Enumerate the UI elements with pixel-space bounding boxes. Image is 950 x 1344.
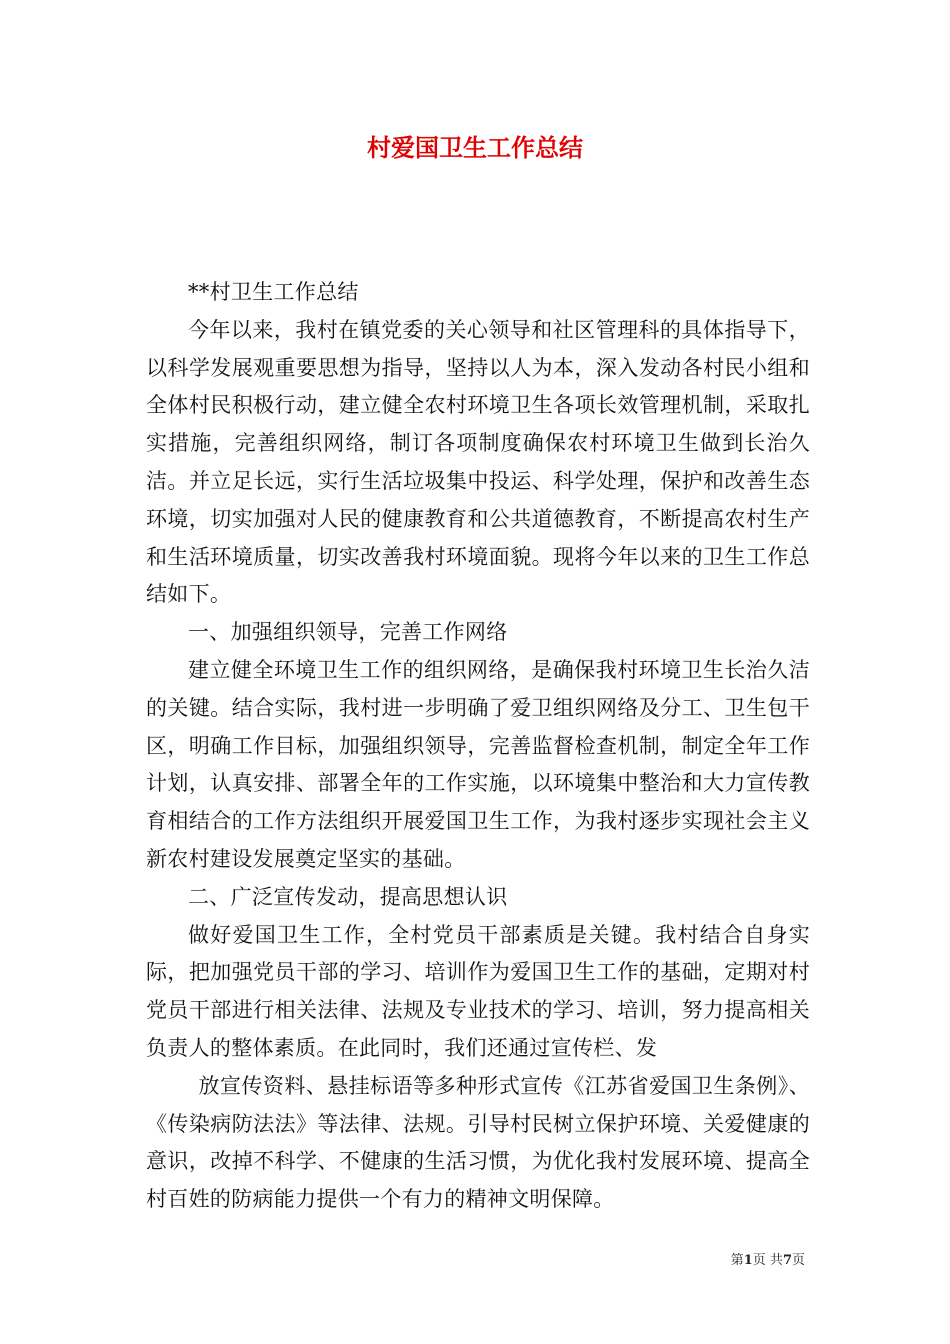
footer-prefix: 第 bbox=[730, 1253, 744, 1268]
footer-page-number: 1 bbox=[743, 1253, 753, 1268]
paragraph-subtitle: **村卫生工作总结 bbox=[188, 280, 359, 304]
paragraph-section-1: 建立健全环境卫生工作的组织网络，是确保我村环境卫生长治久洁的关键。结合实际，我村进一步明确了爱卫组织网络及分工、卫生包干区，明确工作目标，加强组织领导，完善监督检查机制，制定全年工作计划，认真安排、部署全年的工作实施，以环境集中整治和大力宣传教育相结合的工作方法组织开展爱国卫生工作，为我村逐步实现社会主义新农村建设发展奠定坚实的基础。 bbox=[146, 657, 810, 871]
section-heading-1: 一、加强组织领导，完善工作网络 bbox=[188, 620, 508, 645]
page-number-footer bbox=[731, 1252, 805, 1270]
footer-total-pages: 7 bbox=[782, 1253, 792, 1268]
paragraph-section-2-continued: 放宣传资料、悬挂标语等多种形式宣传《江苏省爱国卫生条例》、《传染病防法法》等法律、法规。引导村民树立保护环境、关爱健康的意识，改掉不科学、不健康的生活习惯，为优化我村发展环境、提高全村百姓的防病能力提供一个有力的精神文明保障。 bbox=[146, 1073, 810, 1212]
footer-suffix: 页 bbox=[791, 1253, 805, 1268]
paragraph-section-2: 做好爱国卫生工作，全村党员干部素质是关键。我村结合自身实际，把加强党员干部的学习、培训作为爱国卫生工作的基础，定期对村党员干部进行相关法律、法规及专业技术的学习、培训，努力提高相关负责人的整体素质。在此同时，我们还通过宣传栏、发 bbox=[146, 922, 810, 1060]
section-heading-2: 二、广泛宣传发动，提高思想认识 bbox=[188, 884, 508, 909]
footer-middle: 页 共 bbox=[752, 1253, 783, 1268]
document-title: 村爱国卫生工作总结 bbox=[367, 133, 583, 162]
document-body bbox=[146, 274, 810, 1219]
paragraph-intro: 今年以来，我村在镇党委的关心领导和社区管理科的具体指导下，以科学发展观重要思想为指导，坚持以人为本，深入发动各村民小组和全体村民积极行动，建立健全农村环境卫生各项长效管理机制，采取扎实措施，完善组织网络，制订各项制度确保农村环境卫生做到长治久洁。并立足长远，实行生活垃圾集中投运、科学处理，保护和改善生态环境，切实加强对人民的健康教育和公共道德教育，不断提高农村生产和生活环境质量，切实改善我村环境面貌。现将今年以来的卫生工作总结如下。 bbox=[146, 317, 810, 607]
